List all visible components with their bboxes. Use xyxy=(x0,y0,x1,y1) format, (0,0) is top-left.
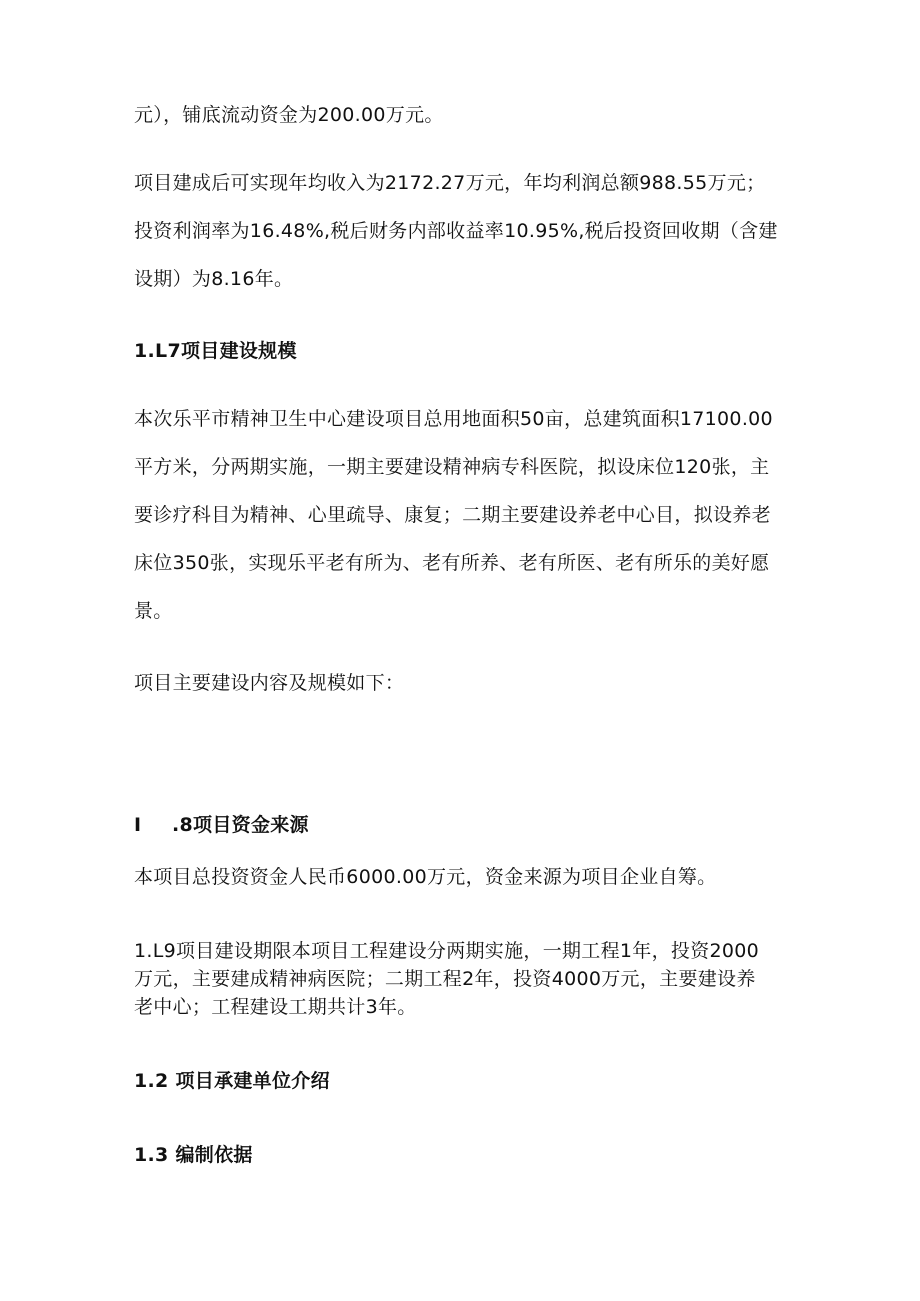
section-heading-1-8-prefix: I xyxy=(134,814,142,836)
paragraph-scale-line-2: 平方米，分两期实施，一期主要建设精神病专科医院，拟设床位120张，主 xyxy=(134,456,770,478)
section-heading-1-8 xyxy=(134,812,309,838)
paragraph-revenue-line-2: 投资利润率为16.48%,税后财务内部收益率10.95%,税后投资回收期（含建 xyxy=(134,220,778,242)
paragraph-funding-source: 本项目总投资资金人民币6000.00万元，资金来源为项目企业自筹。 xyxy=(134,866,717,888)
paragraph-revenue-line-1: 项目建成后可实现年均收入为2172.27万元，年均利润总额988.55万元； xyxy=(134,172,766,194)
paragraph-schedule-line-1: 1.L9项目建设期限本项目工程建设分两期实施，一期工程1年，投资2000 xyxy=(134,940,760,962)
paragraph-scale-line-4: 床位350张，实现乐平老有所为、老有所养、老有所医、老有所乐的美好愿 xyxy=(134,552,770,574)
paragraph-schedule-line-3: 老中心；工程建设工期共计3年。 xyxy=(134,996,417,1018)
paragraph-schedule-line-2: 万元，主要建成精神病医院；二期工程2年，投资4000万元，主要建设养 xyxy=(134,968,756,990)
section-heading-1-17: 1.L7项目建设规模 xyxy=(134,340,297,362)
paragraph-scale-line-1: 本次乐平市精神卫生中心建设项目总用地面积50亩，总建筑面积17100.00 xyxy=(134,408,773,430)
section-heading-1-2: 1.2 项目承建单位介绍 xyxy=(134,1070,330,1092)
paragraph-funding-tail-line-1: 元），铺底流动资金为200.00万元。 xyxy=(134,104,444,126)
paragraph-revenue-line-3: 设期）为8.16年。 xyxy=(134,268,294,290)
section-heading-1-3: 1.3 编制依据 xyxy=(134,1144,253,1166)
paragraph-scale-line-3: 要诊疗科目为精神、心里疏导、康复；二期主要建设养老中心目，拟设养老 xyxy=(134,504,771,526)
section-heading-1-8-text: .8项目资金来源 xyxy=(172,814,309,836)
paragraph-content-intro: 项目主要建设内容及规模如下： xyxy=(134,672,405,694)
paragraph-scale-line-5: 景。 xyxy=(134,600,173,622)
